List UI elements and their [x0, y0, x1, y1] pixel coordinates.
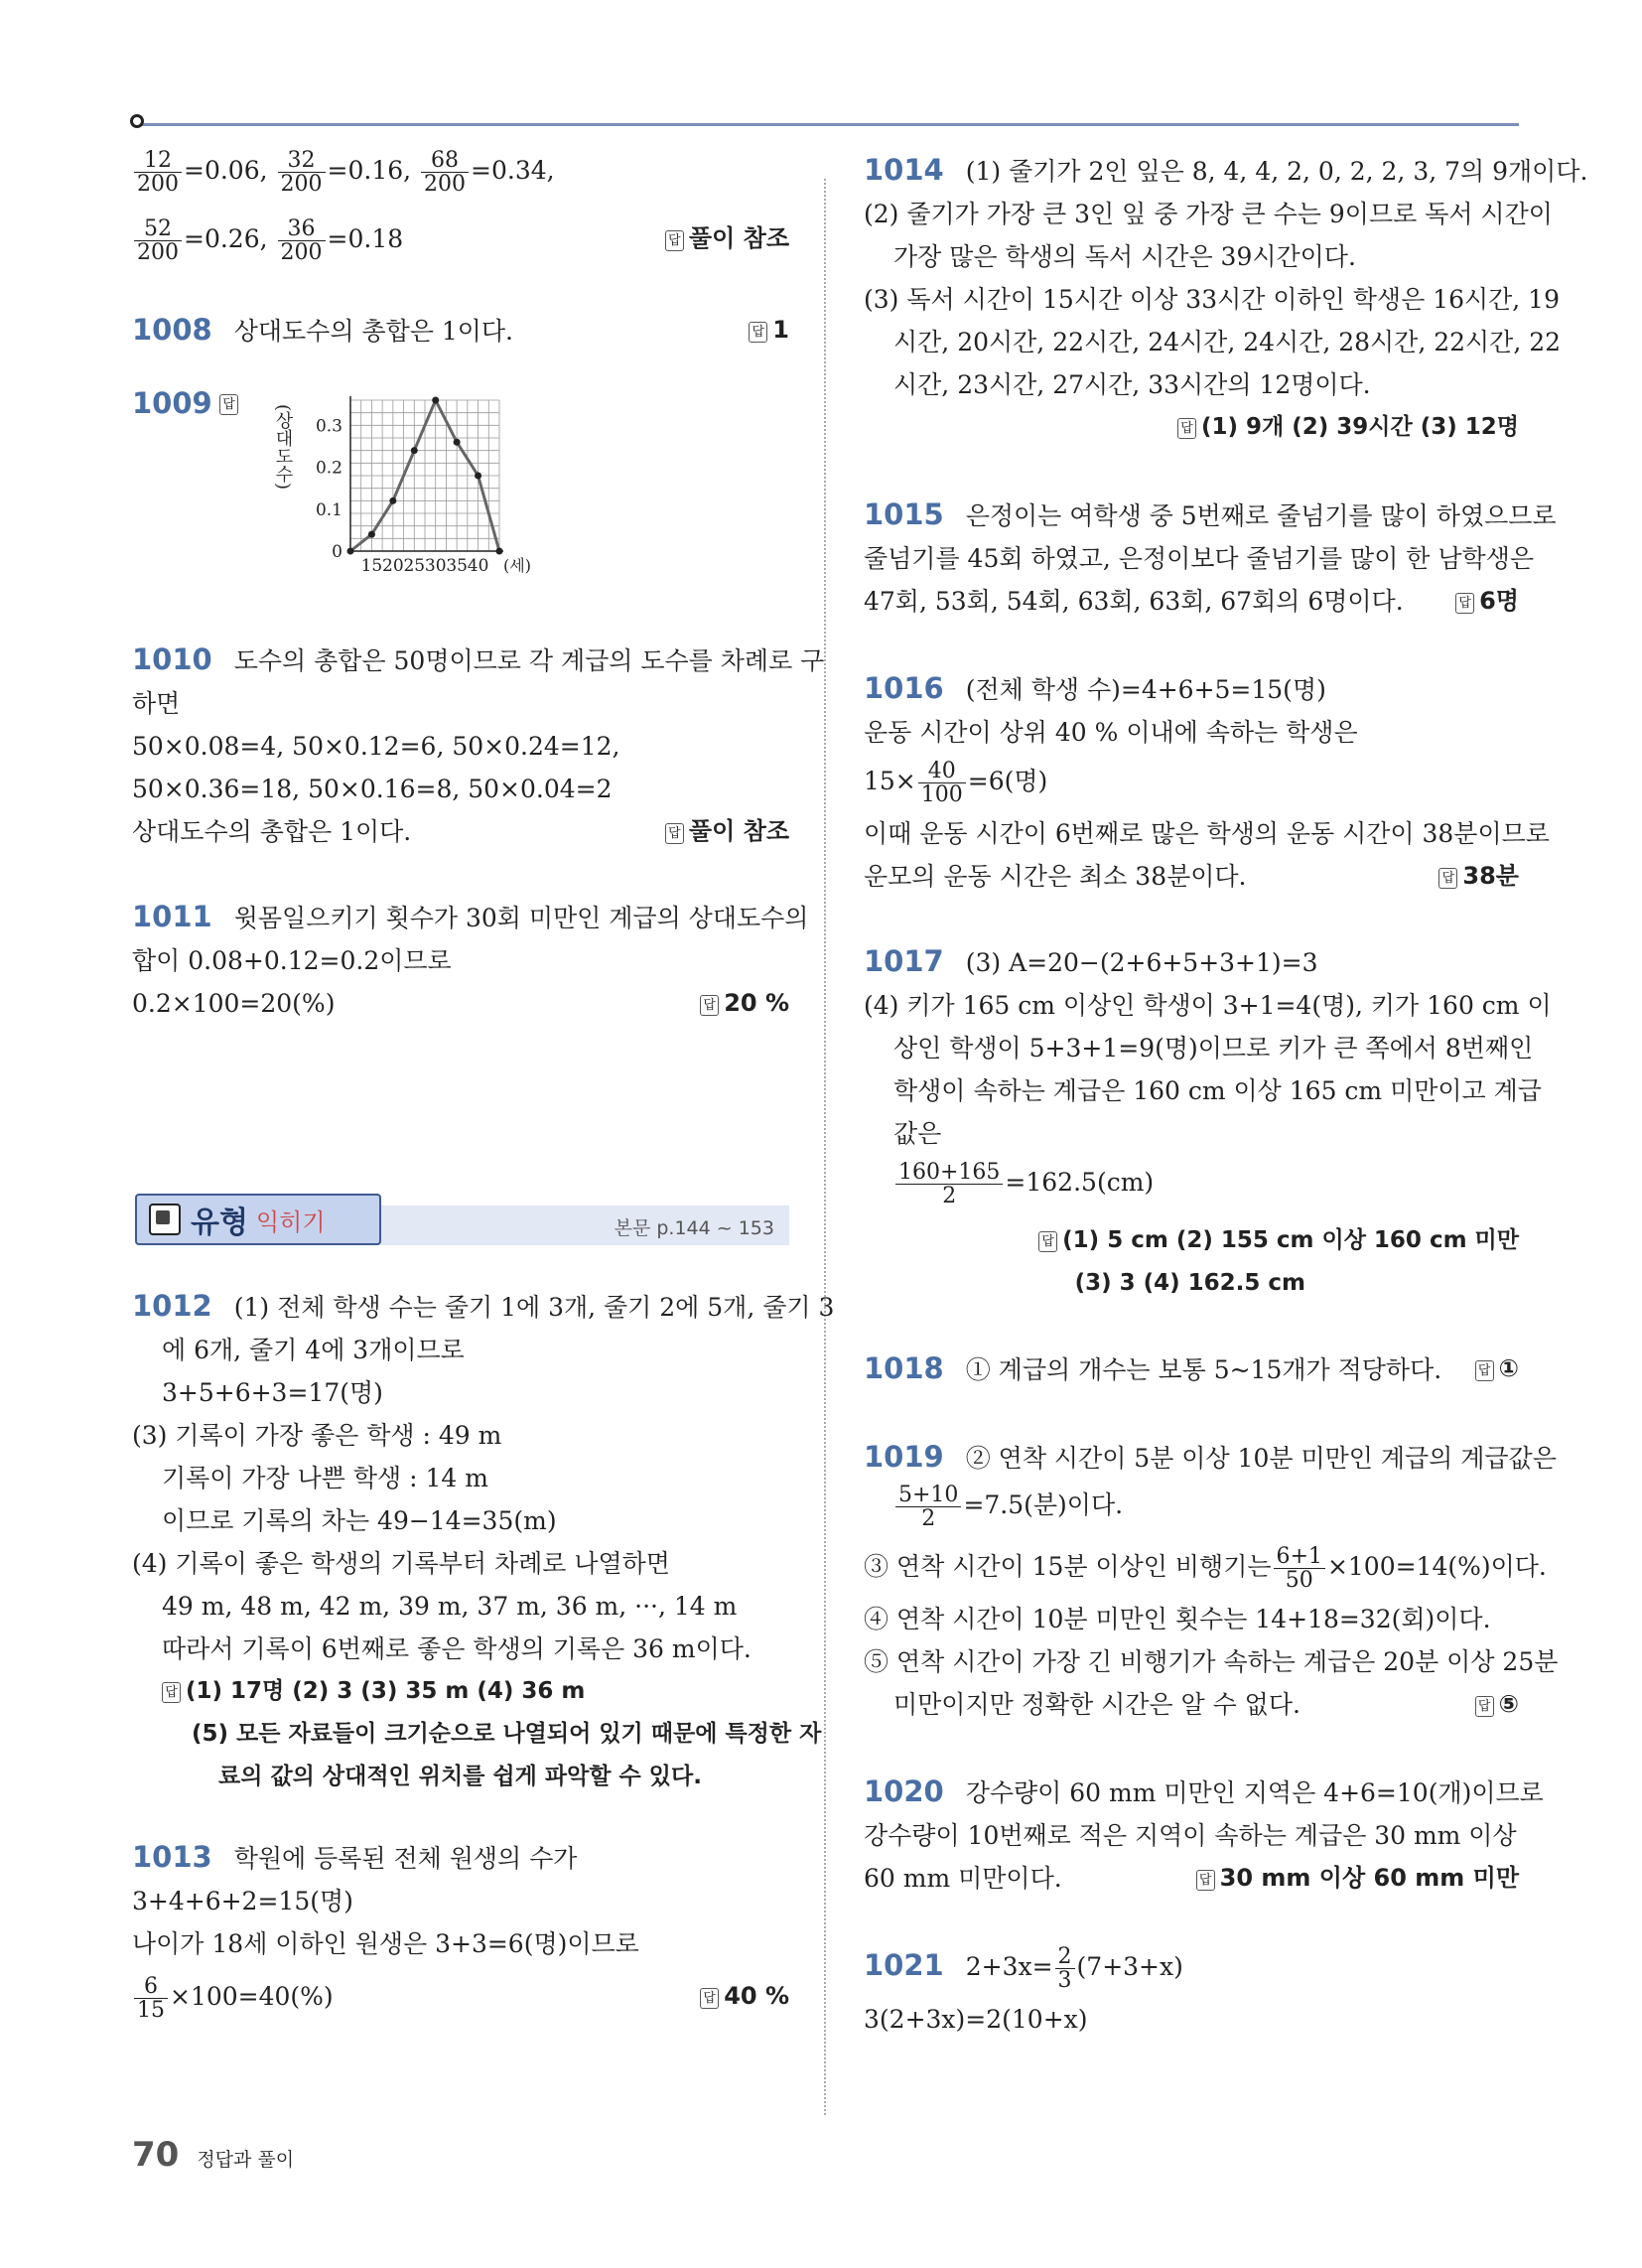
answer-mark-icon: 답	[700, 1988, 719, 2009]
problem-text: (전체 학생 수)=4+6+5=15(명)	[965, 675, 1326, 704]
answer-mark-icon: 답	[1475, 1360, 1494, 1381]
problem-number: 1012	[132, 1289, 212, 1324]
problem-text: (3) 기록이 가장 좋은 학생 : 49 m	[132, 1421, 502, 1451]
problem-1010	[132, 638, 825, 853]
problem-1018	[864, 1347, 1519, 1391]
column-divider	[824, 179, 826, 2115]
problem-text: (1) 전체 학생 수는 줄기 1에 3개, 줄기 2에 5개, 줄기 3	[233, 1293, 835, 1323]
answer-mark-icon: 답	[162, 1682, 181, 1703]
fraction: $\frac{40}{100}$	[918, 760, 966, 806]
fraction: $\frac{32}{200}$	[278, 149, 326, 196]
problem-text: (3) 독서 시간이 15시간 이상 33시간 이하인 학생은 16시간, 19	[864, 285, 1560, 314]
problem-text: (1) 줄기가 2인 잎은 8, 4, 4, 2, 0, 2, 2, 3, 7의 9개이다.	[965, 157, 1588, 186]
answer-mark-icon: 답	[700, 995, 719, 1016]
problem-1013	[132, 1836, 789, 2022]
relative-frequency-polygon	[241, 382, 539, 591]
left-column	[132, 148, 835, 2024]
problem-text: 운모의 운동 시간은 최소 38분이다.	[864, 862, 1247, 892]
problem-1017	[864, 940, 1552, 1305]
problem-text: 학원에 등록된 전체 원생의 수가	[233, 1844, 578, 1874]
answer: (3) 3 (4) 162.5 cm	[1074, 1270, 1305, 1297]
problem-text: ⑤ 연착 시간이 가장 긴 비행기가 속하는 계급은 20분 이상 25분	[864, 1646, 1559, 1676]
x-tick-label: 15	[360, 556, 383, 577]
x-axis-unit: (세)	[503, 556, 531, 576]
problem-number: 1009	[132, 386, 212, 421]
top-rule	[139, 123, 1519, 126]
answer: 답 ⑤	[1475, 1683, 1519, 1726]
problem-text: 상인 학생이 5+3+1=9(명)이므로 키가 큰 쪽에서 8번째인	[893, 1034, 1534, 1063]
problem-text: ① 계급의 개수는 보통 5~15개가 적당하다.	[965, 1355, 1442, 1385]
answer-mark-icon: 답	[1475, 1696, 1494, 1717]
problem-text: (7+3+x)	[1076, 1951, 1183, 1981]
problem-1019	[864, 1436, 1559, 1725]
data-point	[347, 548, 354, 555]
problem-number: 1017	[864, 944, 944, 979]
y-tick-label: 0.3	[315, 416, 342, 437]
problem-text: 15×	[864, 767, 916, 796]
problem-1011	[132, 896, 809, 1025]
answer: 답 40 %	[700, 1975, 789, 2018]
problem-text: (2) 줄기가 가장 큰 3인 잎 중 가장 큰 수는 9이므로 독서 시간이	[864, 200, 1553, 228]
data-point	[389, 497, 396, 504]
problem-text: 49 m, 48 m, 42 m, 39 m, 37 m, 36 m, ···, 14 m	[162, 1592, 738, 1622]
problem-text: 2+3x=	[965, 1951, 1053, 1981]
problem-text: 도수의 총합은 50명이므로 각 계급의 도수를 차례로 구	[233, 646, 825, 676]
problem-number: 1013	[132, 1840, 212, 1875]
fraction-result: =0.16,	[327, 156, 412, 186]
problem-text: 상대도수의 총합은 1이다.	[233, 317, 513, 347]
problem-text: ×100=14(%)이다.	[1326, 1551, 1547, 1581]
problem-number: 1020	[864, 1773, 944, 1808]
answer-mark-icon: 답	[1438, 868, 1457, 889]
problem-text: 나이가 18세 이하인 원생은 3+3=6(명)이므로	[132, 1929, 639, 1959]
fraction: $\frac{160+165}{2}$	[895, 1161, 1003, 1207]
problem-text: (4) 기록이 좋은 학생의 기록부터 차례로 나열하면	[132, 1549, 670, 1579]
fraction-result: =0.06,	[184, 156, 268, 186]
problem-text: 50×0.36=18, 50×0.16=8, 50×0.04=2	[132, 775, 613, 804]
y-tick-label: 0	[332, 542, 342, 563]
data-point	[475, 473, 481, 480]
fraction: $\frac{5+10}{2}$	[895, 1484, 961, 1530]
problem-text: 3+4+6+2=15(명)	[132, 1887, 353, 1916]
page-reference: 본문 p.144 ~ 153	[614, 1217, 774, 1240]
problem-text: 0.2×100=20(%)	[132, 989, 336, 1019]
answer: 답 풀이 참조	[665, 217, 789, 260]
answer-mark-icon: 답	[1177, 418, 1196, 439]
problem-number: 1016	[864, 671, 944, 705]
problem-text: 시간, 23시간, 27시간, 33시간의 12명이다.	[893, 370, 1371, 399]
footer-title: 정답과 풀이	[197, 2149, 295, 2171]
problem-number: 1019	[864, 1440, 944, 1475]
problem-text: =7.5(분)이다.	[963, 1490, 1124, 1520]
problem-1014	[864, 149, 1588, 449]
page-footer	[132, 2135, 294, 2175]
problem-text: 60 mm 미만이다.	[864, 1863, 1062, 1893]
problem-1015	[864, 494, 1557, 623]
answer-mark-icon: 답	[665, 230, 684, 251]
answer: 답 ①	[1475, 1347, 1519, 1390]
banner-tag	[135, 1194, 381, 1245]
section-banner	[132, 1184, 789, 1261]
fraction-line-2	[132, 217, 789, 264]
banner-subtitle: 익히기	[255, 1207, 326, 1236]
fraction: $\frac{12}{200}$	[134, 149, 182, 196]
problem-text: 기록이 가장 나쁜 학생 : 14 m	[162, 1464, 488, 1493]
picture-icon	[149, 1204, 181, 1235]
x-tick-label: 30	[424, 556, 447, 577]
data-point	[454, 439, 461, 446]
problem-text: ③ 연착 시간이 15분 이상인 비행기는	[864, 1551, 1272, 1581]
fraction: $\frac{6+1}{50}$	[1274, 1545, 1325, 1592]
problem-1021	[864, 1944, 1519, 2041]
problem-1009	[132, 382, 789, 591]
answer-mark-icon: 답	[749, 322, 767, 343]
x-tick-label: 20	[382, 556, 404, 577]
answer: (5) 모든 자료들이 크기순으로 나열되어 있기 때문에 특정한 자	[192, 1721, 822, 1748]
x-tick-label: 25	[403, 556, 426, 577]
answer: 답 6명	[1455, 580, 1519, 623]
fraction-result: =0.18	[327, 224, 404, 254]
problem-text: 이때 운동 시간이 6번째로 많은 학생의 운동 시간이 38분이므로	[864, 819, 1550, 849]
problem-1016	[864, 667, 1550, 898]
data-point	[496, 548, 503, 555]
problem-text: ② 연착 시간이 5분 이상 10분 미만인 계급의 계급값은	[965, 1444, 1557, 1474]
problem-text: ×100=40(%)	[170, 1982, 334, 2012]
problem-text: (4) 키가 165 cm 이상인 학생이 3+1=4(명), 키가 160 cm 이	[864, 991, 1552, 1021]
problem-text: 강수량이 60 mm 미만인 지역은 4+6=10(개)이므로	[965, 1777, 1544, 1807]
problem-text: 강수량이 10번째로 적은 지역이 속하는 계급은 30 mm 이상	[864, 1820, 1517, 1850]
fraction-line-1	[132, 149, 789, 196]
answer: 답 1	[749, 309, 789, 352]
problem-number: 1021	[864, 1947, 944, 1982]
problem-text: 3(2+3x)=2(10+x)	[864, 2004, 1088, 2034]
problem-text: 상대도수의 총합은 1이다.	[132, 817, 412, 847]
y-axis-label: (상대도수)	[272, 404, 294, 491]
problem-text: 가장 많은 학생의 독서 시간은 39시간이다.	[893, 242, 1356, 271]
problem-number: 1010	[132, 642, 212, 677]
problem-text: 학생이 속하는 계급은 160 cm 이상 165 cm 미만이고 계급	[893, 1076, 1542, 1106]
problem-1012	[132, 1285, 835, 1798]
y-tick-label: 0.2	[315, 458, 342, 479]
problem-text: 에 6개, 줄기 4에 3개이므로	[162, 1336, 465, 1365]
problem-text: 이므로 기록의 차는 49−14=35(m)	[162, 1506, 557, 1536]
fraction: $\frac{68}{200}$	[421, 149, 469, 196]
right-column	[864, 149, 1588, 2041]
answer-mark-icon: 답	[219, 394, 238, 415]
fraction: $\frac{6}{15}$	[134, 1975, 168, 2022]
top-rule-dot	[130, 114, 144, 128]
answer: 답 38분	[1438, 855, 1519, 898]
problem-text: 시간, 20시간, 22시간, 24시간, 24시간, 28시간, 22시간, 22	[893, 328, 1562, 356]
data-point	[411, 448, 418, 455]
problem-text: =162.5(cm)	[1005, 1168, 1155, 1198]
problem-text: 줄넘기를 45회 하였고, 은정이보다 줄넘기를 많이 한 남학생은	[864, 544, 1534, 573]
data-point	[432, 397, 439, 404]
fraction: $\frac{52}{200}$	[134, 217, 182, 264]
problem-text: 47회, 53회, 54회, 63회, 63회, 67회의 6명이다.	[864, 587, 1404, 616]
answer: 답 20 %	[700, 982, 789, 1025]
x-tick-label: 35	[446, 556, 468, 577]
problem-text: 운동 시간이 상위 40 % 이내에 속하는 학생은	[864, 718, 1358, 747]
problem-1020	[864, 1771, 1544, 1900]
problem-text: 3+5+6+3=17(명)	[162, 1378, 383, 1408]
answer: 료의 값의 상대적인 위치를 쉽게 파악할 수 있다.	[218, 1764, 702, 1790]
banner-title: 유형	[191, 1205, 248, 1241]
y-tick-label: 0.1	[315, 500, 342, 521]
fraction-result: =0.34,	[471, 156, 555, 186]
problem-number: 1008	[132, 313, 212, 348]
x-tick-label: 40	[467, 556, 489, 577]
problem-text: 미만이지만 정확한 시간은 알 수 없다.	[893, 1689, 1300, 1719]
problem-text: ④ 연착 시간이 10분 미만인 횟수는 14+18=32(회)이다.	[864, 1604, 1491, 1633]
problem-text: =6(명)	[967, 767, 1048, 796]
problem-text: 50×0.08=4, 50×0.12=6, 50×0.24=12,	[132, 732, 620, 762]
problem-number: 1014	[864, 153, 944, 187]
fraction: $\frac{36}{200}$	[278, 217, 326, 264]
problem-text: 윗몸일으키기 횟수가 30회 미만인 계급의 상대도수의	[233, 904, 809, 933]
problem-number: 1018	[864, 1351, 944, 1386]
problem-text: 하면	[132, 689, 181, 719]
problem-text: 합이 0.08+0.12=0.2이므로	[132, 946, 452, 976]
problem-text: 따라서 기록이 6번째로 좋은 학생의 기록은 36 m이다.	[162, 1634, 752, 1664]
answer: 답 (1) 5 cm (2) 155 cm 이상 160 cm 미만	[864, 1219, 1519, 1262]
problem-text: 은정이는 여학생 중 5번째로 줄넘기를 많이 하였으므로	[965, 501, 1557, 530]
problem-number: 1015	[864, 497, 944, 531]
answer-mark-icon: 답	[1038, 1231, 1057, 1252]
answer: 답 (1) 17명 (2) 3 (3) 35 m (4) 36 m	[132, 1670, 789, 1713]
answer-mark-icon: 답	[1455, 593, 1474, 614]
answer: 답 30 mm 이상 60 mm 미만	[1196, 1857, 1519, 1900]
answer: 답 풀이 참조	[665, 810, 789, 853]
problem-text: (3) A=20−(2+6+5+3+1)=3	[965, 948, 1318, 978]
problem-1008	[132, 309, 789, 353]
fraction: $\frac{2}{3}$	[1055, 1945, 1075, 1992]
answer-mark-icon: 답	[1196, 1870, 1215, 1891]
fraction-result: =0.26,	[184, 224, 268, 254]
problem-number: 1011	[132, 900, 212, 934]
answer: 답 (1) 9개 (2) 39시간 (3) 12명	[864, 406, 1519, 449]
problem-text: 값은	[893, 1119, 942, 1149]
answer-mark-icon: 답	[665, 823, 684, 844]
data-point	[368, 531, 375, 538]
page-number: 70	[132, 2135, 180, 2175]
